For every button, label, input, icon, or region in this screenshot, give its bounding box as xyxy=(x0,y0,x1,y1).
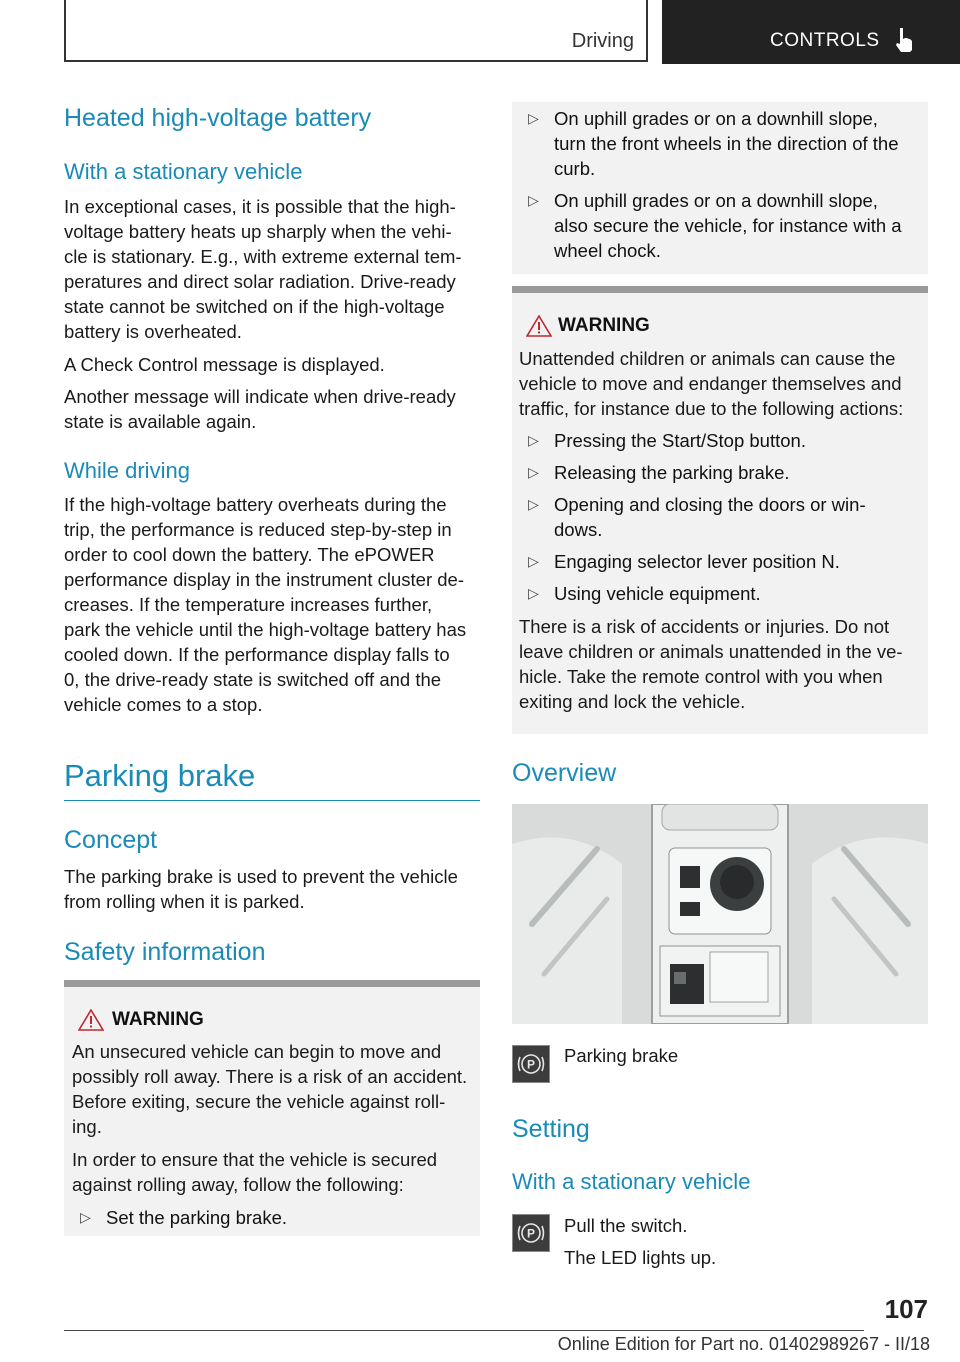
page-number: 107 xyxy=(884,1294,928,1324)
svg-text:P: P xyxy=(526,1057,536,1072)
triangle-bullet-icon: ▷ xyxy=(528,464,539,480)
triangle-bullet-icon: ▷ xyxy=(528,432,539,448)
heading-while-driving: While driving xyxy=(64,458,190,483)
triangle-bullet-icon: ▷ xyxy=(528,496,539,512)
warning-paragraph-risk: There is a risk of accidents or injuries. Do not leave children or animals unattended in the ve- hicle. Take the remote control with you when exiting and lock the vehicle. xyxy=(519,616,903,712)
warning-paragraph-follow: In order to ensure that the vehicle is secured against rolling away, follow the following: xyxy=(72,1149,438,1195)
paragraph-while-driving: If the high-voltage battery overheats during the trip, the performance is reduced step-by-step in order to cool down the battery. The ePOWER performance display in the instrument cluster de- creases. If the temperature increases further, park the vehicle until the high-voltage battery has cooled down. If the performance display falls to 0, the drive-ready state is switched off and the vehicle comes to a stop. xyxy=(64,494,467,715)
heading-stationary-vehicle: With a stationary vehicle xyxy=(64,159,303,184)
paragraph-check-control: A Check Control message is displayed. xyxy=(64,354,385,375)
paragraph-another-message: Another message will indicate when drive-ready state is available again. xyxy=(64,386,456,432)
warning-triangle-icon xyxy=(78,1009,104,1031)
setting-instructions: Pull the switch. The LED lights up. xyxy=(564,1215,717,1268)
warning-paragraph: An unsecured vehicle can begin to move and possibly roll away. There is a risk of an accident. Before exiting, secure the vehicle against roll- ing. xyxy=(72,1041,468,1137)
header-section-tab xyxy=(64,0,648,62)
heading-safety-information: Safety information xyxy=(64,938,266,966)
triangle-bullet-icon: ▷ xyxy=(80,1209,91,1225)
center-console-illustration xyxy=(512,804,928,1024)
triangle-bullet-icon: ▷ xyxy=(528,192,539,208)
paragraph-stationary: In exceptional cases, it is possible that the high- voltage battery heats up sharply when the vehi- cle is stationary. E.g., with extreme external tem- peratures and direct solar radiation. Drive-ready state cannot be switched on if the high-voltage battery is overheated. xyxy=(64,196,462,342)
heading-stationary-vehicle-2: With a stationary vehicle xyxy=(512,1169,751,1194)
heading-concept: Concept xyxy=(64,826,158,854)
footer-divider xyxy=(64,1330,864,1331)
continued-bullets-box: ▷ On uphill grades or on a downhill slope, turn the front wheels in the direction of the curb. ▷ On uphill grades or on a downhill slope, also secure the vehicle, for instance with a wheel chock. xyxy=(512,102,928,274)
triangle-bullet-icon: ▷ xyxy=(528,585,539,601)
warning-triangle-icon xyxy=(526,315,552,337)
header-chapter-tab xyxy=(662,0,960,64)
heading-heated-battery: Heated high-voltage battery xyxy=(64,104,372,132)
warning-bar xyxy=(512,286,928,293)
heading-overview: Overview xyxy=(512,759,617,787)
warning-box-2: WARNING Unattended children or animals can cause the vehicle to move and endanger themselves and traffic, for instance due to the following actions: ▷ Pressing the Start/Stop button. ▷ Releasing the parking brake. ▷ Opening and closing the doors or win- dows. ▷ Engaging selector lever position N. ▷ Using vehicle equipment. There is a risk of accidents or injuries. Do not leave children or animals unattended in the ve- hicle. Take the remote control with you when exiting and lock the vehicle. xyxy=(512,293,928,734)
parking-brake-icon xyxy=(512,1045,550,1083)
header-section-title: Driving xyxy=(571,30,634,52)
warning-paragraph: Unattended children or animals can cause the vehicle to move and endanger themselves and traffic, for instance due to the following actions: xyxy=(519,348,904,419)
heading-parking-brake: Parking brake xyxy=(64,758,256,793)
warning-title: WARNING xyxy=(558,315,650,336)
triangle-bullet-icon: ▷ xyxy=(528,110,539,126)
footer-edition: Online Edition for Part no. 01402989267 - II/18 xyxy=(557,1334,930,1354)
hand-pointer-icon xyxy=(894,27,914,53)
heading-underline xyxy=(64,800,480,801)
heading-setting: Setting xyxy=(512,1115,590,1143)
overview-caption: Parking brake xyxy=(564,1045,679,1066)
warning-bar xyxy=(64,980,480,987)
paragraph-concept: The parking brake is used to prevent the vehicle from rolling when it is parked. xyxy=(64,866,458,912)
svg-text:P: P xyxy=(526,1226,536,1241)
header-chapter-title: CONTROLS xyxy=(770,30,880,51)
warning-title: WARNING xyxy=(112,1009,204,1030)
warning-box: WARNING An unsecured vehicle can begin to move and possibly roll away. There is a risk of an accident. Before exiting, secure the vehicle against roll- ing. In order to ensure that the vehicle is secured against rolling away, follow the following: ▷ Set the parking brake. xyxy=(64,987,480,1236)
triangle-bullet-icon: ▷ xyxy=(528,553,539,569)
parking-brake-icon xyxy=(512,1214,550,1252)
